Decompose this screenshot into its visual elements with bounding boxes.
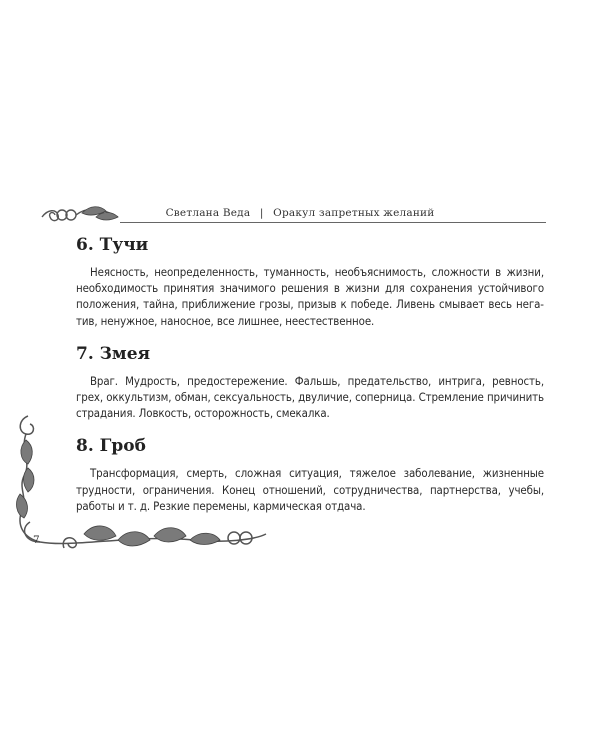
section-text: Неясность, неопределенность, туманность, необъяснимость, сложности в жизни, необходимость принятия значимого решения в жизни для сохранения устойчивого положения, тайна, приближение грозы, призыв к победе. Ливень смывает весь негатив, ненужное, наносное, все лишнее, неестественное.: [76, 265, 544, 328]
header-author: Светлана Веда: [165, 207, 251, 219]
header-book-title: Оракул запретных желаний: [273, 207, 435, 219]
header-rule: [120, 222, 546, 223]
corner-vine-ornament-icon: [14, 410, 274, 570]
page-number: 7: [33, 534, 40, 546]
header-separator: |: [259, 207, 264, 219]
section-text: Трансформация, смерть, сложная ситуация, тяжелое заболевание, жизненные трудности, ограничения. Конец отношений, сотрудничества, партнерства, учебы, работы и т. д. Резкие перемены, кармическая отдача.: [76, 466, 544, 513]
section-text: Враг. Мудрость, предостережение. Фальшь, предательство, интрига, ревность, грех, оккультизм, обман, сексуальность, двуличие, соперница. Стремление причинить страдания. Ловкость, осторожность, смекалка.: [76, 373, 544, 421]
running-header: [0, 207, 600, 219]
section-title: 6. Тучи: [76, 235, 149, 255]
section-clouds: [76, 234, 544, 329]
section-title: 7. Змея: [76, 343, 151, 364]
section-title: 8. Гроб: [76, 436, 146, 457]
